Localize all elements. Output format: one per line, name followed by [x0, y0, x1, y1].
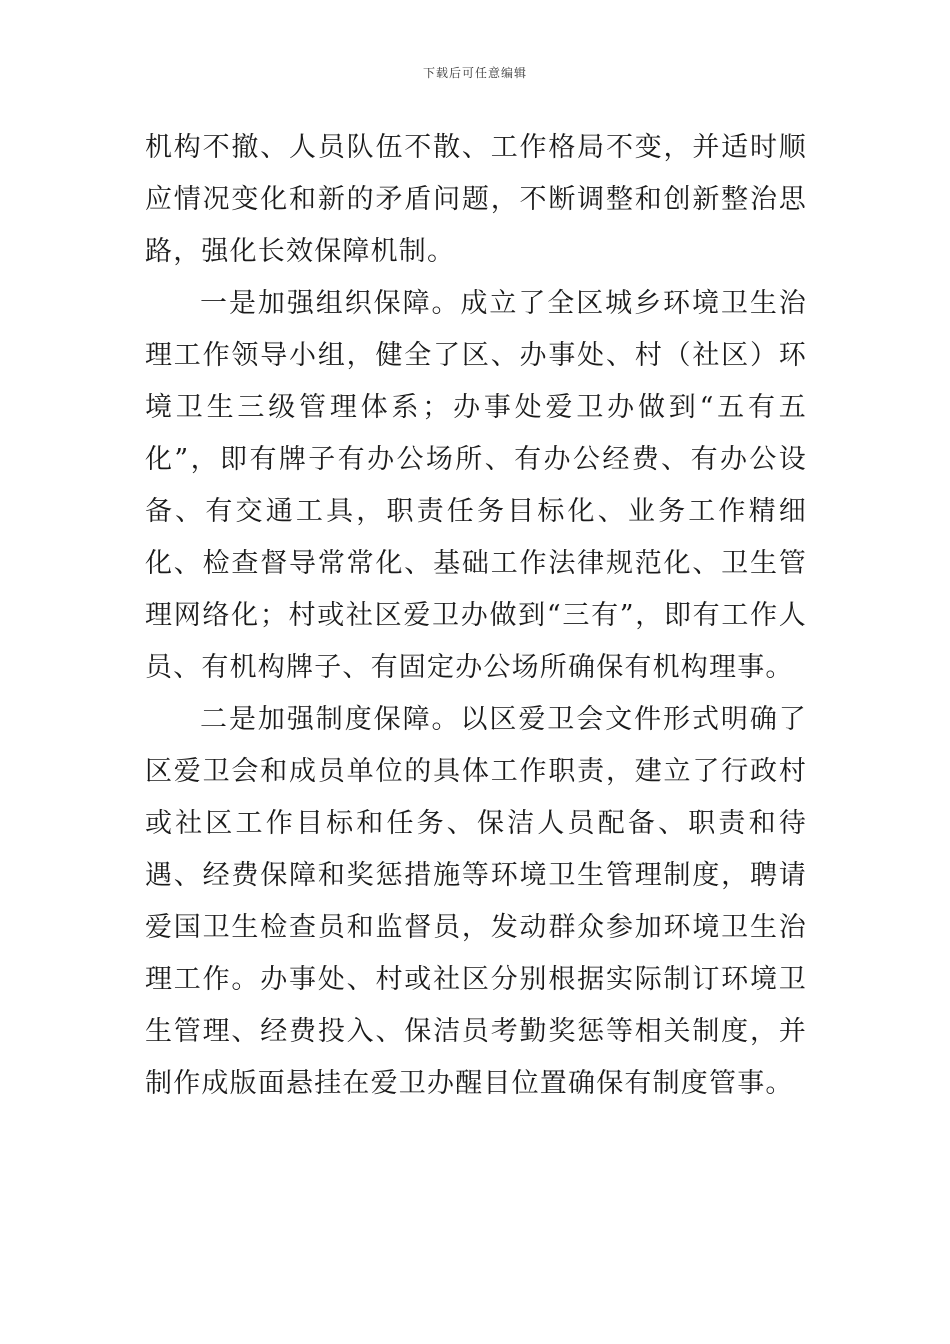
paragraph-continuation: 机构不撤、人员队伍不散、工作格局不变，并适时顺应情况变化和新的矛盾问题，不断调整和创新整治思路，强化长效保障机制。 [145, 132, 807, 267]
paragraph-organization-guarantee: 一是加强组织保障。成立了全区城乡环境卫生治理工作领导小组，健全了区、办事处、村（社区）环境卫生三级管理体系；办事处爱卫办做到“五有五化”，即有牌子有办公场所、有办公经费、有办公设备、有交通工具，职责任务目标化、业务工作精细化、检查督导常常化、基础工作法律规范化、卫生管理网络化；村或社区爱卫办做到“三有”，即有工作人员、有机构牌子、有固定办公场所确保有机构理事。 [145, 288, 807, 683]
document-body [145, 122, 807, 1110]
page-header-note: 下载后可任意编辑 [422, 66, 527, 80]
paragraph-system-guarantee: 二是加强制度保障。以区爱卫会文件形式明确了区爱卫会和成员单位的具体工作职责，建立了行政村或社区工作目标和任务、保洁人员配备、职责和待遇、经费保障和奖惩措施等环境卫生管理制度，聘请爱国卫生检查员和监督员，发动群众参加环境卫生治理工作。办事处、村或社区分别根据实际制订环境卫生管理、经费投入、保洁员考勤奖惩等相关制度，并制作成版面悬挂在爱卫办醒目位置确保有制度管事。 [145, 704, 807, 1099]
